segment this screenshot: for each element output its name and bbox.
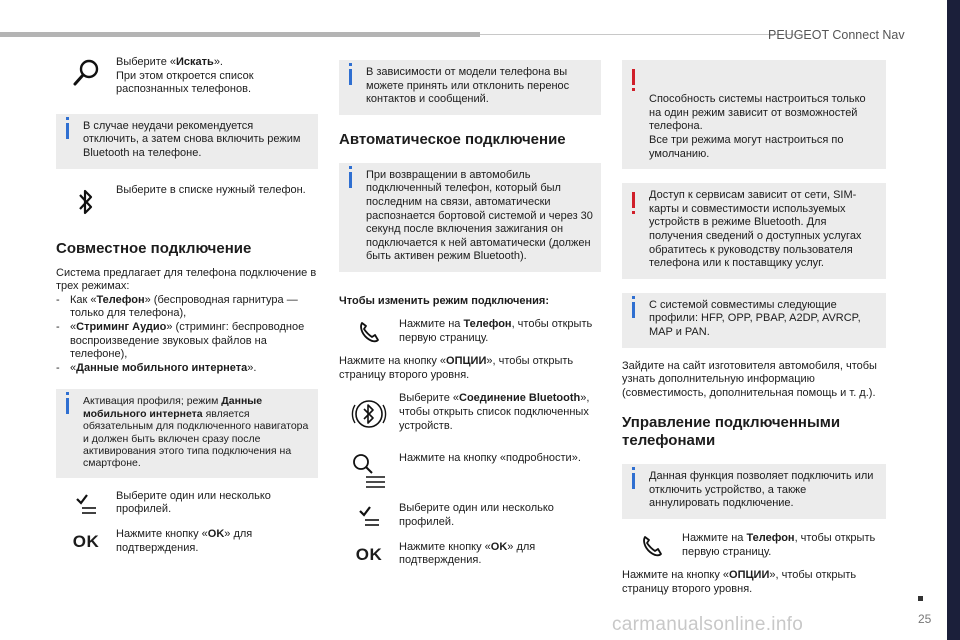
side-stripe: [947, 0, 960, 640]
site-paragraph: Зайдите на сайт изготовителя автомобиля, чтобы узнать дополнительную информацию (совместимость, дополнительная помощь и т. д.).: [622, 359, 877, 399]
info-icon: [66, 398, 69, 414]
step-phone: Нажмите на Телефон, чтобы открыть первую страницу.: [339, 318, 601, 345]
step-bluetooth-connection: Выберите «Соединение Bluetooth», чтобы открыть список подключенных устройств.: [339, 392, 601, 434]
section-heading: Управление подключенными телефонами: [622, 414, 841, 450]
section-heading: Совместное подключение: [56, 239, 252, 257]
note-retry: В случае неудачи рекомендуется отключить, а затем снова включить режим Bluetooth на телефоне.: [56, 114, 318, 169]
info-icon: [632, 302, 635, 318]
handset-icon: [339, 318, 399, 344]
note-auto-connect: При возвращении в автомобиль подключенный телефон, который был последним на связи, автоматически распознается бортовой системой и через 30 секунд после включения зажигания он подключается к ней автоматически (должен быть активен режим Bluetooth).: [339, 163, 601, 272]
warning-access: Доступ к сервисам зависит от сети, SIM-карты и совместимости используемых устройств в режиме Bluetooth. Для получения сведений о доступных услугах обратитесь к руководству пользователя телефона или к поставщику услуг.: [622, 183, 886, 279]
handset-icon: [622, 532, 682, 558]
step-options: Нажмите на кнопку «ОПЦИИ», чтобы открыть страницу второго уровня.: [622, 569, 857, 595]
details-search-icon: [339, 448, 399, 490]
column-1: [56, 50, 318, 555]
column-2: [339, 60, 601, 568]
step-select-phone: Выберите в списке нужный телефон.: [56, 184, 318, 218]
modes-intro: Система предлагает для телефона подключение в трех режимах: - Как «Телефон» (беспроводная гарнитура — только для телефона), - «Стриминг Аудио» (стриминг: беспроводное воспроизведение звуковых файлов на телефоне), - «Данные мобильного интернета».: [56, 267, 318, 376]
ok-icon: OK: [72, 531, 100, 551]
step-options: Нажмите на кнопку «ОПЦИИ», чтобы открыть страницу второго уровня.: [339, 355, 574, 381]
step-search: Выберите «Искать». При этом откроется список распознанных телефонов.: [56, 56, 318, 97]
brand-label: PEUGEOT Connect Nav: [768, 28, 905, 42]
warning-modes: Способность системы настроиться только на один режим зависит от возможностей телефона. Все три режима могут настроиться по умолчанию.: [622, 60, 886, 169]
section-heading: Автоматическое подключение: [339, 130, 566, 148]
step-details: Нажмите на кнопку «подробности».: [339, 448, 601, 490]
ok-icon: OK: [355, 544, 383, 564]
header-rule-thin: [480, 34, 800, 35]
note-profiles: С системой совместимы следующие профили: HFP, OPP, PBAP, A2DP, AVRCP, MAP и PAN.: [622, 293, 886, 348]
checkbox-list-icon: [339, 502, 399, 528]
info-icon: [66, 123, 69, 139]
checkbox-list-icon: [56, 490, 116, 516]
warning-icon: [632, 192, 635, 208]
step-ok: OK Нажмите кнопку «OK» для подтверждения.: [355, 540, 536, 567]
magnifier-icon: [56, 56, 116, 88]
modes-list: [56, 294, 318, 376]
page-marker: [918, 596, 923, 601]
note-profile: Активация профиля; режим Данные мобильного интернета является обязательным для подключенного навигатора и должен быть включен сразу после активирования этого типа подключения на смартфоне.: [56, 389, 318, 477]
info-icon: [632, 473, 635, 489]
info-icon: [349, 172, 352, 188]
header-rule: [0, 32, 480, 37]
watermark: carmanualsonline.info: [612, 614, 804, 635]
step-profiles: Выберите один или несколько профилей.: [56, 490, 318, 517]
list-item: - «Стриминг Аудио» (стриминг: беспроводное воспроизведение звуковых файлов на телефоне),: [56, 321, 318, 362]
step-profiles: Выберите один или несколько профилей.: [339, 502, 601, 529]
column-3: [622, 60, 886, 596]
page-number: 25: [918, 612, 932, 626]
step-phone: Нажмите на Телефон, чтобы открыть первую страницу.: [622, 532, 886, 559]
step-ok: OK Нажмите кнопку «OK» для подтверждения.: [72, 527, 253, 554]
warning-icon: [632, 69, 635, 85]
bluetooth-icon: [56, 184, 116, 218]
info-icon: [349, 69, 352, 85]
list-item: - «Данные мобильного интернета».: [56, 362, 318, 376]
note-contacts: В зависимости от модели телефона вы можете принять или отклонить перенос контактов и сообщений.: [339, 60, 601, 115]
subheading: Чтобы изменить режим подключения:: [339, 294, 549, 307]
bluetooth-connection-icon: [339, 392, 399, 434]
list-item: - Как «Телефон» (беспроводная гарнитура — только для телефона),: [56, 294, 318, 321]
note-manage: Данная функция позволяет подключить или отключить устройство, а также аннулировать подключение.: [622, 464, 886, 519]
